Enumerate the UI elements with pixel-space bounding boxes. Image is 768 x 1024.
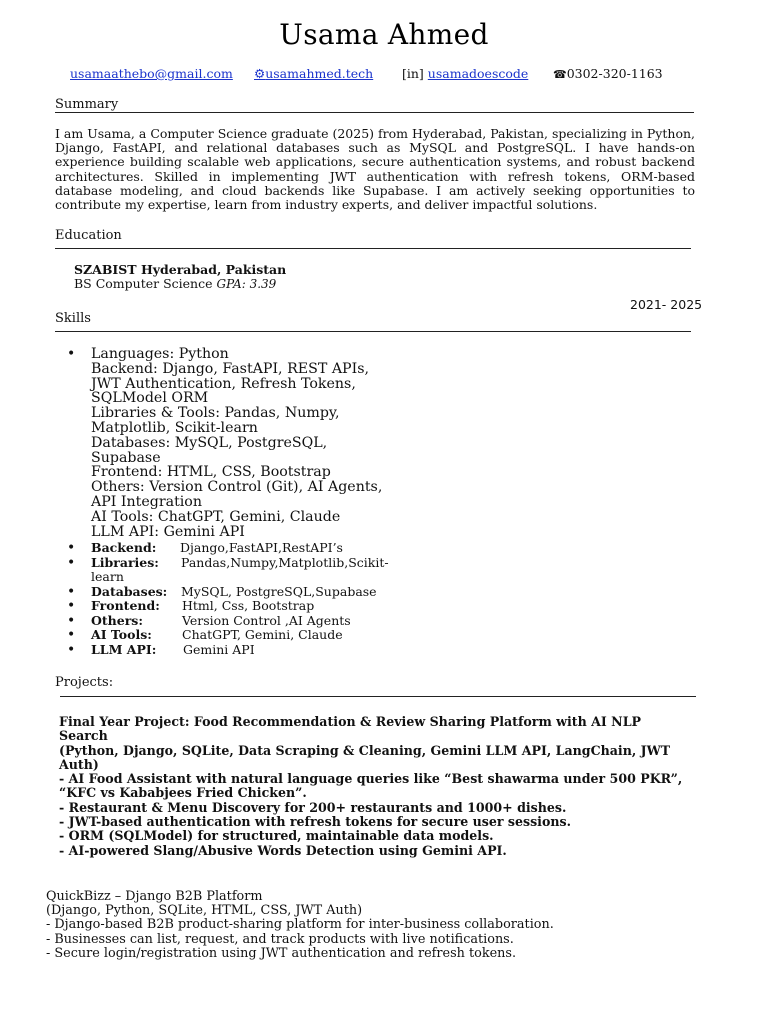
- skill-line: Libraries & Tools: Pandas, Numpy,: [91, 405, 340, 422]
- website-link[interactable]: [254, 66, 373, 81]
- phone-icon: ☎: [553, 68, 567, 81]
- skill-line: Matplotlib, Scikit-learn: [91, 419, 258, 436]
- skills-detail-list: [91, 541, 411, 657]
- globe-icon: ⚙: [254, 66, 266, 81]
- summary-divider: [55, 112, 694, 113]
- skill-value: Pandas,Numpy,Matplotlib,Scikit-: [181, 554, 389, 570]
- summary-text: I am Usama, a Computer Science graduate (2025) from Hyderabad, Pakistan, specializing in Python, Django, FastAPI, and relational databases such as MySQL and PostgreSQL. I have hands-on experience building scalable web applications, secure authentication systems, and robust backend architectures. Skilled in implementing JWT authentication with refresh tokens, ORM-based database modeling, and cloud backends like Supabase. I am actively seeking opportunities to contribute my expertise, learn from industry experts, and deliver impactful solutions.: [55, 126, 695, 213]
- education-heading: Education: [55, 228, 122, 243]
- skill-line: • Languages: Python: [91, 346, 229, 362]
- skill-value: ChatGPT, Gemini, Claude: [182, 627, 343, 642]
- skill-line: Supabase: [91, 449, 161, 466]
- skill-line: Others: Version Control (Git), AI Agents,: [91, 479, 383, 496]
- skill-label: Others:: [91, 612, 143, 628]
- skill-label: Databases:: [91, 583, 168, 599]
- projects-heading: Projects:: [55, 675, 114, 690]
- phone-contact: [553, 66, 663, 81]
- skill-row-backend: [91, 541, 411, 556]
- skill-value: Html, Css, Bootstrap: [182, 598, 315, 613]
- skills-summary-list: [91, 347, 411, 539]
- email-link[interactable]: [70, 66, 233, 81]
- skill-line: SQLModel ORM: [91, 390, 209, 407]
- education-institution: SZABIST Hyderabad, Pakistan: [74, 262, 287, 277]
- project-bullet: - AI Food Assistant with natural language queries like “Best shawarma under 500 PKR”,: [59, 771, 683, 787]
- project-title: Final Year Project: Food Recommendation & Review Sharing Platform with AI NLP: [59, 714, 642, 729]
- phone-text: 0302-320-1163: [566, 66, 663, 81]
- linkedin-text[interactable]: usamadoescode: [427, 66, 529, 81]
- education-gpa: GPA: 3.39: [216, 277, 277, 291]
- skill-line: Frontend: HTML, CSS, Bootstrap: [91, 464, 331, 481]
- skill-line: Backend: Django, FastAPI, REST APIs,: [91, 360, 369, 377]
- skill-label: AI Tools:: [91, 627, 152, 642]
- education-degree-line: [74, 276, 276, 291]
- skill-label: LLM API:: [91, 641, 157, 657]
- skill-value: MySQL, PostgreSQL,Supabase: [181, 583, 377, 599]
- project-bullet: - Django-based B2B product-sharing platform for inter-business collaboration.: [46, 917, 554, 933]
- skill-value-continued: learn: [91, 569, 124, 584]
- skills-summary-item: [91, 347, 411, 539]
- education-divider: [55, 248, 691, 249]
- project-bullet-cont: “KFC vs Kababjees Fried Chicken”.: [59, 785, 307, 801]
- summary-heading: Summary: [55, 97, 119, 112]
- linkedin-icon: [in]: [402, 66, 424, 81]
- project-bullet: - AI-powered Slang/Abusive Words Detection using Gemini API.: [59, 842, 507, 858]
- resume-name: Usama Ahmed: [279, 18, 489, 51]
- project-stack: (Django, Python, SQLite, HTML, CSS, JWT Auth): [46, 903, 363, 919]
- skill-row-frontend: [91, 599, 411, 614]
- skill-line: API Integration: [91, 493, 202, 510]
- linkedin-link[interactable]: [402, 66, 528, 81]
- skill-label: Frontend:: [91, 598, 160, 613]
- project-bullet: - Secure login/registration using JWT authentication and refresh tokens.: [46, 945, 517, 961]
- skill-row-others: [91, 614, 411, 629]
- project-bullet: - Restaurant & Menu Discovery for 200+ restaurants and 1000+ dishes.: [59, 799, 567, 815]
- skill-row-databases: [91, 585, 411, 600]
- skill-line: JWT Authentication, Refresh Tokens,: [91, 375, 356, 392]
- skill-line: AI Tools: ChatGPT, Gemini, Claude: [91, 508, 341, 525]
- skill-row-ai-tools: [91, 628, 411, 643]
- project-stack: (Python, Django, SQLite, Data Scraping & Cleaning, Gemini LLM API, LangChain, JWT: [59, 742, 671, 758]
- email-text[interactable]: usamaathebo@gmail.com: [70, 66, 233, 81]
- project-bullet: - JWT-based authentication with refresh tokens for secure user sessions.: [59, 814, 572, 830]
- skill-line: Databases: MySQL, PostgreSQL,: [91, 434, 328, 451]
- skill-label: Libraries:: [91, 554, 159, 570]
- skill-row-llm-api: [91, 643, 411, 658]
- final-year-project: [59, 715, 709, 858]
- skills-heading: Skills: [55, 311, 91, 326]
- skills-divider: [55, 331, 691, 332]
- education-degree: BS Computer Science: [74, 276, 213, 291]
- skill-row-libraries: [91, 556, 411, 585]
- skill-value: Gemini API: [183, 641, 255, 657]
- quickbizz-project: [46, 890, 696, 961]
- education-years: 2021- 2025: [630, 297, 703, 312]
- project-stack-cont: Auth): [59, 756, 99, 772]
- skill-value: Django,FastAPI,RestAPI’s: [180, 540, 343, 555]
- skill-line: LLM API: Gemini API: [91, 523, 245, 540]
- project-bullet: - Businesses can list, request, and track products with live notifications.: [46, 931, 514, 947]
- project-title-cont: Search: [59, 728, 108, 744]
- website-text[interactable]: usamahmed.tech: [265, 66, 374, 81]
- project-title: QuickBizz – Django B2B Platform: [46, 889, 263, 904]
- skill-label: Backend:: [91, 540, 157, 555]
- projects-divider: [60, 696, 696, 697]
- skill-value: Version Control ,AI Agents: [182, 612, 351, 628]
- project-bullet: - ORM (SQLModel) for structured, maintainable data models.: [59, 828, 494, 844]
